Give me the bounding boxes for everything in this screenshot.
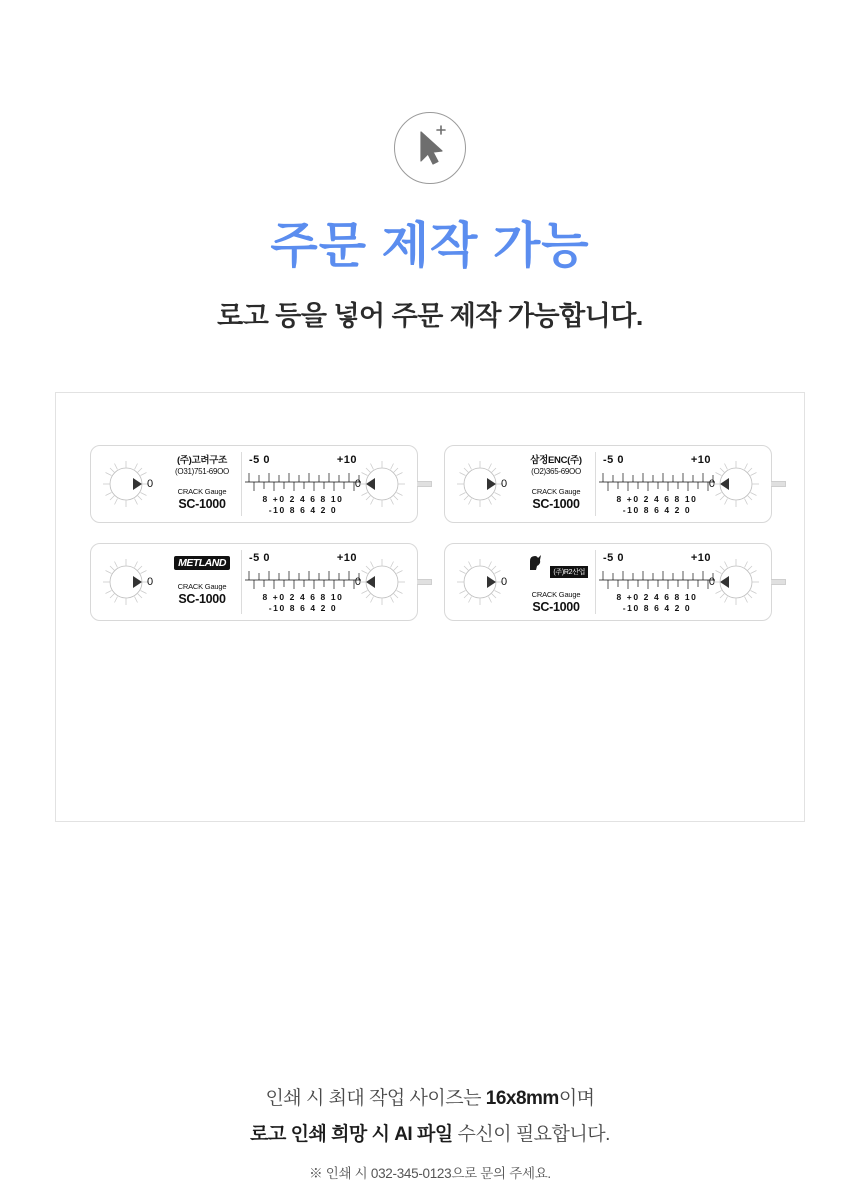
metland-logo: METLAND xyxy=(174,556,230,570)
footer-line-3: ※ 인쇄 시 032-345-0123으로 문의 주세요. xyxy=(309,1166,551,1181)
model-label: SC-1000 xyxy=(178,496,226,511)
gauge-card xyxy=(444,445,772,523)
marker-zero-right: 0 xyxy=(354,478,361,490)
sunburst-icon xyxy=(355,555,409,609)
crack-label: CRACK Gauge xyxy=(531,486,581,496)
scale-block xyxy=(597,452,717,516)
marker-zero-left: 0 xyxy=(501,478,508,490)
sunburst-icon xyxy=(709,457,763,511)
brand-name: 삼정ENC(주) xyxy=(530,455,582,466)
crack-label: CRACK Gauge xyxy=(531,590,581,599)
scale-bottom-row-2: -10 8 6 4 2 0 xyxy=(268,505,338,515)
scale-bottom-row-1: 8 +0 2 4 6 8 10 xyxy=(262,494,344,504)
brand-phone: (O31)751-69OO xyxy=(175,466,229,476)
footer-line-2 xyxy=(56,1119,804,1146)
r2-animal-logo-icon xyxy=(524,552,546,574)
scale-top-left: -5 0 xyxy=(603,552,624,564)
gauge-tail xyxy=(771,481,786,487)
ruler-ticks xyxy=(243,469,363,495)
scale-top-left: -5 0 xyxy=(249,552,270,564)
scale-bottom-row-2: -10 8 6 4 2 0 xyxy=(622,505,692,515)
scale-block xyxy=(597,550,717,614)
pointer-triangle-left xyxy=(487,576,496,588)
gauge-card xyxy=(90,543,418,621)
sunburst-icon xyxy=(453,457,507,511)
scale-top-right: +10 xyxy=(690,454,711,466)
marker-zero-left: 0 xyxy=(147,576,154,588)
sunburst-icon xyxy=(99,555,153,609)
gauge-card xyxy=(444,543,772,621)
brand-block xyxy=(163,550,242,614)
scale-bottom-row-2: -10 8 6 4 2 0 xyxy=(622,603,692,613)
brand-block xyxy=(517,550,596,614)
footer-line-1-post: 이며 xyxy=(558,1088,595,1109)
sunburst-icon xyxy=(709,555,763,609)
gauge-tail xyxy=(417,579,432,585)
page-title: 주문 제작 가능 xyxy=(270,219,590,273)
crack-label: CRACK Gauge xyxy=(177,486,227,496)
model-label: SC-1000 xyxy=(178,592,226,606)
gauge-card xyxy=(90,445,418,523)
scale-top-right: +10 xyxy=(336,454,357,466)
scale-top-right: +10 xyxy=(690,552,711,564)
footer-note xyxy=(56,1083,804,1182)
sunburst-icon xyxy=(453,555,507,609)
marker-zero-right: 0 xyxy=(708,478,715,490)
footer-size-value: 16x8mm xyxy=(485,1088,559,1109)
scale-top-right: +10 xyxy=(336,552,357,564)
model-label: SC-1000 xyxy=(532,600,580,614)
scale-bottom-row-1: 8 +0 2 4 6 8 10 xyxy=(616,592,698,602)
brand-phone: (주)R2산업 xyxy=(550,566,588,578)
marker-zero-left: 0 xyxy=(147,478,154,490)
header-section xyxy=(0,0,860,333)
scale-top-left: -5 0 xyxy=(603,454,624,466)
samples-panel xyxy=(55,392,805,1181)
sunburst-icon xyxy=(355,457,409,511)
scale-block xyxy=(243,452,363,516)
gauge-grid xyxy=(90,445,772,621)
page-subtitle: 로고 등을 넣어 주문 제작 가능합니다. xyxy=(217,300,643,331)
marker-zero-right: 0 xyxy=(354,576,361,588)
model-label: SC-1000 xyxy=(532,496,580,511)
scale-bottom-row-2: -10 8 6 4 2 0 xyxy=(268,603,338,613)
marker-zero-right: 0 xyxy=(708,576,715,588)
gauge-tail xyxy=(771,579,786,585)
gauge-tail xyxy=(417,481,432,487)
brand-name: (주)고려구조 xyxy=(176,455,228,466)
footer-line-1 xyxy=(56,1083,804,1110)
cursor-click-icon xyxy=(394,112,466,184)
scale-bottom-row-1: 8 +0 2 4 6 8 10 xyxy=(262,592,344,602)
scale-bottom-row-1: 8 +0 2 4 6 8 10 xyxy=(616,494,698,504)
pointer-triangle-left xyxy=(487,478,496,490)
brand-block xyxy=(163,452,242,516)
sunburst-icon xyxy=(99,457,153,511)
pointer-triangle-left xyxy=(133,478,142,490)
footer-line-1-pre: 인쇄 시 최대 작업 사이즈는 xyxy=(265,1088,486,1109)
crack-label: CRACK Gauge xyxy=(177,582,227,591)
brand-block xyxy=(517,452,596,516)
brand-phone: (O2)365-69OO xyxy=(531,466,581,476)
footer-line-2-post: 수신이 필요합니다. xyxy=(452,1124,610,1145)
marker-zero-left: 0 xyxy=(501,576,508,588)
ruler-ticks xyxy=(243,567,363,593)
ruler-ticks xyxy=(597,567,717,593)
pointer-triangle-left xyxy=(133,576,142,588)
scale-block xyxy=(243,550,363,614)
ruler-ticks xyxy=(597,469,717,495)
footer-ai-file-strong: 로고 인쇄 희망 시 AI 파일 xyxy=(250,1124,453,1145)
scale-top-left: -5 0 xyxy=(249,454,270,466)
